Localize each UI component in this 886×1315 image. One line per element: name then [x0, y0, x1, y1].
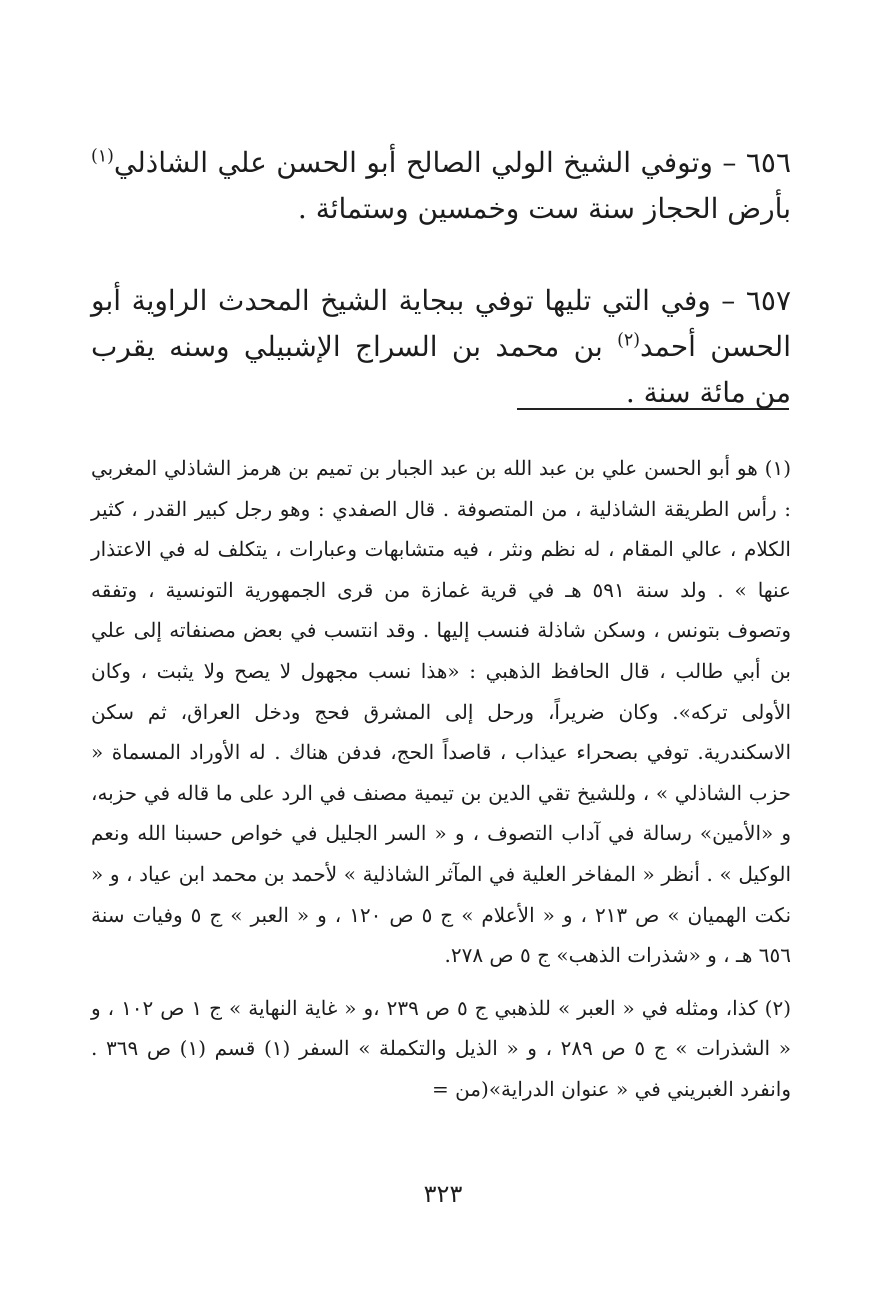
entry-656 [91, 140, 791, 232]
footnotes-section [91, 448, 791, 1110]
footnote-2: (٢) كذا، ومثله في « العبر » للذهبي ج ٥ ص ٢٣٩ ،و « غاية النهاية » ج ١ ص ١٠٢ ، و « الشذرات » ج ٥ ص ٢٨٩ ، و « الذيل والتكملة » السفر (١) قسم (١) ص ٣٦٩ . وانفرد الغبريني في « عنوان الدراية»(من = [91, 995, 791, 1101]
footnote-marker-2[interactable]: (٢) [617, 330, 640, 351]
entry-657 [91, 278, 791, 416]
entry-657-tail: بن محمد بن السراج الإشبيلي وسنه يقرب من مائة سنة . [91, 330, 791, 409]
entry-657-lead: ٦٥٧ – وفي التي تليها توفي ببجاية الشيخ المحدث الراوية أبو الحسن أحمد [91, 284, 791, 363]
footnote-1: (١) هو أبو الحسن علي بن عبد الله بن عبد الجبار بن تميم بن هرمز الشاذلي المغربي : رأس الطريقة الشاذلية ، من المتصوفة . قال الصفدي : وهو رجل كبير القدر ، كثير الكلام ، عالي المقام ، له نظم ونثر ، فيه متشابهات وعبارات ، يتكلف له في الاعتذار عنها » . ولد سنة ٥٩١ هـ في قرية غمازة من قرى الجمهورية التونسية ، وتفقه وتصوف بتونس ، وسكن شاذلة فنسب إليها . وقد انتسب في بعض مصنفاته إلى علي بن أبي طالب ، قال الحافظ الذهبي : «هذا نسب مجهول لا يصح ولا يثبت ، وكان الأولى تركه». وكان ضريراً، ورحل إلى المشرق فحج ودخل العراق، ثم سكن الاسكندرية. توفي بصحراء عيذاب ، قاصداً الحج، فدفن هناك . له الأوراد المسماة « حزب الشاذلي » ، وللشيخ تقي الدين بن تيمية مصنف في الرد على ما قاله في حزبه، و «الأمين» رسالة في آداب التصوف ، و « السر الجليل في خواص حسبنا الله ونعم الوكيل » . أنظر « المفاخر العلية في المآثر الشاذلية » لأحمد بن محمد ابن عياد ، و « نكت الهميان » ص ٢١٣ ، و « الأعلام » ج ٥ ص ١٢٠ ، و « العبر » ج ٥ وفيات سنة ٦٥٦ هـ ، و «شذرات الذهب» ج ٥ ص ٢٧٨. [91, 456, 792, 968]
entry-656-lead: ٦٥٦ – وتوفي الشيخ الولي الصالح أبو الحسن علي الشاذلي [113, 146, 791, 179]
page-number: ٣٢٣ [423, 1180, 463, 1208]
footnote-separator [517, 408, 789, 410]
entry-656-tail: بأرض الحجاز سنة ست وخمسين وستمائة . [297, 192, 791, 225]
footnote-marker-1[interactable]: (١) [91, 146, 114, 167]
